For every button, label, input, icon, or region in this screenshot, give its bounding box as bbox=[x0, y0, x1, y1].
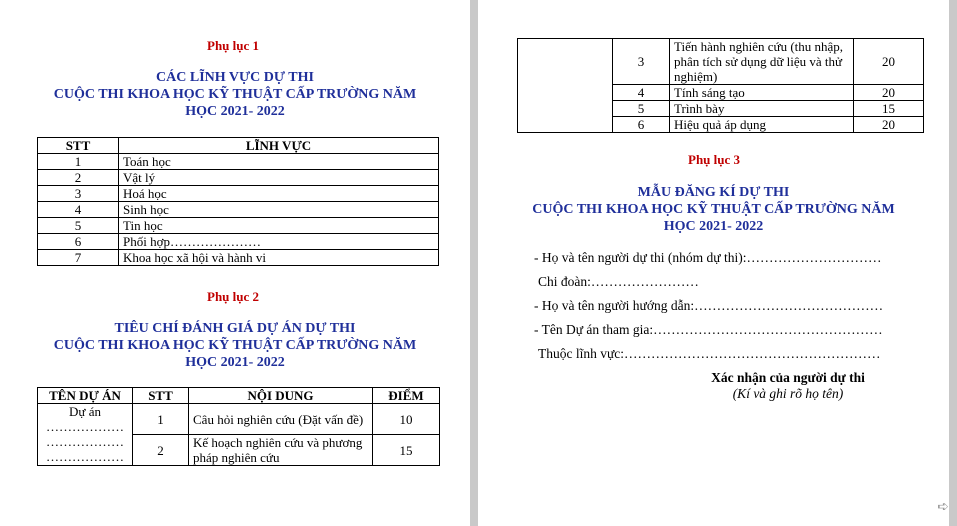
cell-field: Tin học bbox=[119, 218, 439, 234]
cell-stt: 2 bbox=[38, 170, 119, 186]
cell-content: Tiến hành nghiên cứu (thu nhập, phân tích sử dụng dữ liệu và thử nghiệm) bbox=[670, 39, 854, 85]
cell-line: ……………… bbox=[46, 434, 124, 449]
appendix-2-label: Phụ lục 2 bbox=[207, 289, 260, 304]
table-row bbox=[518, 39, 924, 85]
table-row bbox=[38, 202, 439, 218]
document-page-1 bbox=[0, 0, 470, 526]
table-header-row bbox=[38, 138, 439, 154]
table-header-row bbox=[38, 388, 440, 404]
field-category: Thuộc lĩnh vực:………………………………………………… bbox=[538, 346, 881, 361]
cell-field: Vật lý bbox=[119, 170, 439, 186]
cell-score: 15 bbox=[373, 435, 440, 466]
cell-score: 20 bbox=[854, 39, 924, 85]
cell-stt: 1 bbox=[38, 154, 119, 170]
cell-line: Dự án bbox=[69, 404, 101, 419]
project-name-cell bbox=[518, 39, 613, 133]
cell-content: Câu hỏi nghiên cứu (Đặt vấn đề) bbox=[189, 404, 373, 435]
cell-score: 10 bbox=[373, 404, 440, 435]
cell-field: Toán học bbox=[119, 154, 439, 170]
cell-stt: 2 bbox=[133, 435, 189, 466]
fields-table bbox=[37, 137, 439, 266]
table-row bbox=[38, 186, 439, 202]
header-content: NỘI DUNG bbox=[189, 388, 373, 404]
title-line: CUỘC THI KHOA HỌC KỸ THUẬT CẤP TRƯỜNG NĂM bbox=[53, 338, 417, 353]
cell-score: 15 bbox=[854, 101, 924, 117]
title-line: CUỘC THI KHOA HỌC KỸ THUẬT CẤP TRƯỜNG NĂM bbox=[53, 87, 417, 102]
cell-score: 20 bbox=[854, 85, 924, 101]
cell-content: Kế hoạch nghiên cứu và phương pháp nghiên cứu bbox=[189, 435, 373, 466]
table-row bbox=[38, 170, 439, 186]
cell-stt: 7 bbox=[38, 250, 119, 266]
criteria-table bbox=[37, 387, 440, 466]
cell-stt: 3 bbox=[38, 186, 119, 202]
table-row bbox=[38, 218, 439, 234]
title-line: CÁC LĨNH VỰC DỰ THI bbox=[156, 70, 314, 85]
title-line: MẪU ĐĂNG KÍ DỰ THI bbox=[637, 185, 790, 200]
header-stt: STT bbox=[38, 138, 119, 154]
title-line: HỌC 2021- 2022 bbox=[185, 104, 285, 119]
field-advisor-name: - Họ và tên người hướng dẫn:…………………………………… bbox=[534, 298, 884, 313]
cell-line: ……………… bbox=[46, 419, 124, 434]
cell-line: ……………… bbox=[46, 449, 124, 464]
field-participant-name: - Họ và tên người dự thi (nhóm dự thi):………………………… bbox=[534, 250, 882, 265]
signature-block bbox=[708, 370, 868, 402]
cell-content: Trình bày bbox=[670, 101, 854, 117]
document-page-2 bbox=[478, 0, 949, 526]
cell-stt: 6 bbox=[613, 117, 670, 133]
appendix-3-label: Phụ lục 3 bbox=[688, 152, 741, 167]
appendix-2-title bbox=[0, 320, 470, 371]
appendix-1-label: Phụ lục 1 bbox=[207, 38, 260, 53]
cell-field: Khoa học xã hội và hành vi bbox=[119, 250, 439, 266]
header-project: TÊN DỰ ÁN bbox=[38, 388, 133, 404]
cell-score: 20 bbox=[854, 117, 924, 133]
cell-stt: 6 bbox=[38, 234, 119, 250]
criteria-table-continued bbox=[517, 38, 924, 133]
header-score: ĐIỂM bbox=[373, 388, 440, 404]
appendix-3-title bbox=[478, 184, 949, 235]
title-line: CUỘC THI KHOA HỌC KỸ THUẬT CẤP TRƯỜNG NĂM bbox=[532, 202, 895, 217]
cell-stt: 4 bbox=[613, 85, 670, 101]
signature-note: (Kí và ghi rõ họ tên) bbox=[732, 386, 844, 401]
project-name-cell bbox=[38, 404, 133, 466]
header-field: LĨNH VỰC bbox=[119, 138, 439, 154]
cell-stt: 4 bbox=[38, 202, 119, 218]
cell-content: Tính sáng tạo bbox=[670, 85, 854, 101]
cell-field: Hoá học bbox=[119, 186, 439, 202]
header-stt: STT bbox=[133, 388, 189, 404]
table-row bbox=[38, 404, 440, 435]
table-row bbox=[38, 250, 439, 266]
cell-stt: 1 bbox=[133, 404, 189, 435]
cell-stt: 5 bbox=[613, 101, 670, 117]
field-project-name: - Tên Dự án tham gia:…………………………………………… bbox=[534, 322, 883, 337]
title-line: HỌC 2021- 2022 bbox=[185, 355, 285, 370]
signature-title: Xác nhận của người dự thi bbox=[711, 370, 865, 385]
appendix-1-title bbox=[0, 69, 470, 120]
title-line: HỌC 2021- 2022 bbox=[663, 219, 764, 234]
cell-field: Sinh học bbox=[119, 202, 439, 218]
cell-content: Hiệu quả áp dụng bbox=[670, 117, 854, 133]
cell-field: Phối hợp………………… bbox=[119, 234, 439, 250]
title-line: TIÊU CHÍ ĐÁNH GIÁ DỰ ÁN DỰ THI bbox=[114, 321, 356, 336]
table-row bbox=[38, 154, 439, 170]
arrow-right-icon[interactable]: ➪ bbox=[937, 500, 949, 515]
table-row bbox=[38, 234, 439, 250]
field-branch: Chi đoàn:…………………… bbox=[538, 274, 699, 289]
cell-stt: 3 bbox=[613, 39, 670, 85]
cell-stt: 5 bbox=[38, 218, 119, 234]
